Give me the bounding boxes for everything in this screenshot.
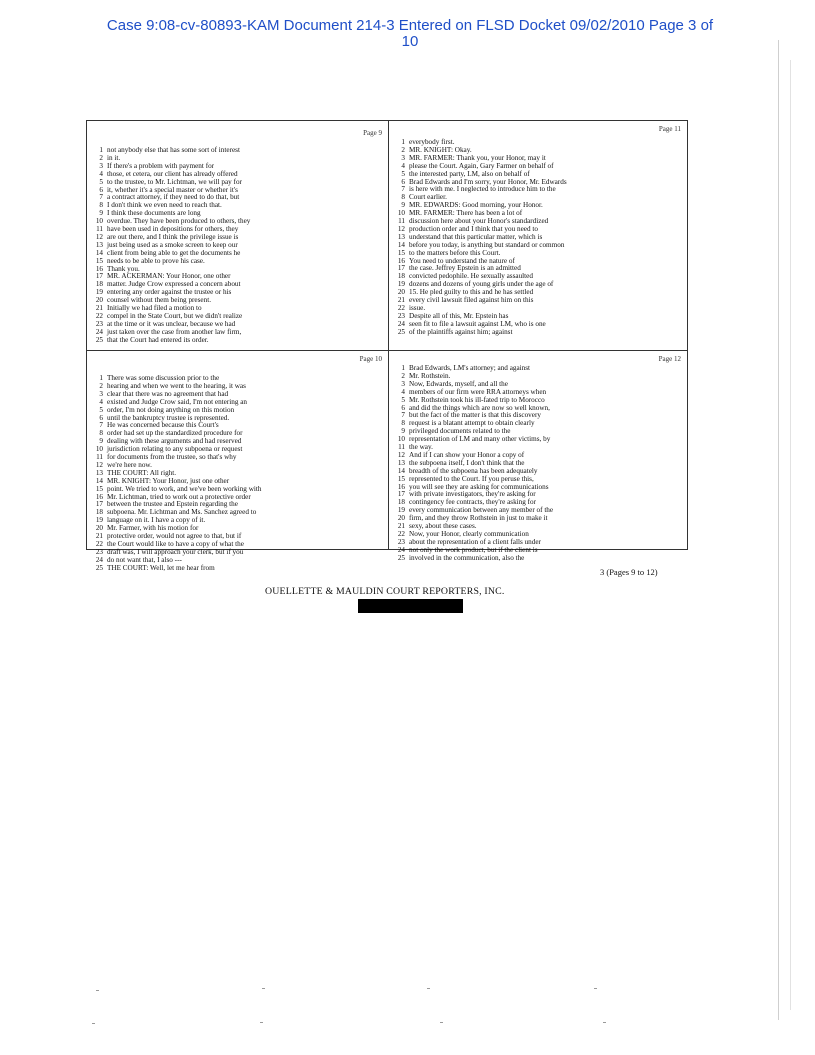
transcript-line: everybody first. — [409, 138, 455, 146]
docket-header-line2: 10 — [401, 33, 419, 50]
transcript-line: representation of LM and many other victims, by — [409, 435, 551, 444]
transcript-line: discussion here about your Honor's standardized — [409, 217, 549, 225]
line-number: 16 — [95, 492, 103, 501]
line-number: 23 — [95, 547, 103, 556]
line-number: 17 — [397, 490, 405, 499]
redaction-block — [358, 599, 463, 613]
line-number: 6 — [401, 177, 405, 186]
line-number: 22 — [397, 303, 405, 312]
transcript-line: firm, and they throw Rothstein in just to make it — [409, 514, 548, 523]
transcript-line: in it. — [107, 153, 121, 162]
transcript-line: you will see they are asking for communications — [409, 482, 549, 491]
transcript-line: the subpoena itself, I don't think that the — [409, 458, 525, 467]
transcript-line: You need to understand the nature of — [409, 256, 515, 265]
transcript-line: the interested party, LM, also on behalf of — [409, 169, 530, 178]
transcript-line: please the Court. Again, Gary Farmer on behalf of — [409, 161, 554, 170]
transcript-line: dozens and dozens of young girls under the age of — [409, 280, 554, 289]
transcript-line: do not want that, I also --- — [107, 555, 182, 564]
transcript-line: hearing and when we went to the hearing, it was — [107, 381, 246, 390]
transcript-line: members of our firm were RRA attorneys when — [409, 387, 547, 396]
line-number: 9 — [401, 427, 405, 436]
line-number: 19 — [95, 288, 103, 297]
transcript-line: is here with me. I neglected to introduce him to the — [409, 185, 556, 194]
line-number: 20 — [95, 524, 103, 533]
line-number: 17 — [95, 272, 103, 281]
transcript-line: He was concerned because this Court's — [107, 421, 219, 430]
transcript-line: about the representation of a client falls under — [409, 537, 541, 546]
transcript-line: but the fact of the matter is that this discovery — [409, 411, 541, 420]
transcript-line: to the matters before this Court. — [409, 248, 501, 257]
transcript-line: language on it. I have a copy of it. — [107, 516, 206, 525]
transcript-line: involved in the communication, also the — [409, 553, 525, 562]
transcript-line: convicted pedophile. He sexually assaulted — [409, 272, 533, 281]
line-number: 25 — [397, 553, 405, 562]
transcript-page-11 — [389, 121, 687, 350]
transcript-line: If there's a problem with payment for — [107, 161, 215, 170]
transcript-line: MR. FARMER: Thank you, your Honor, may it — [409, 153, 546, 162]
transcript-line: it, whether it's a special master or whether it's — [107, 185, 238, 194]
line-number: 24 — [95, 327, 103, 336]
line-number: 5 — [99, 177, 103, 186]
line-number: 15 — [95, 256, 103, 265]
line-number: 7 — [99, 193, 103, 202]
transcript-line: the case. Jeffrey Epstein is an admitted — [409, 264, 521, 273]
line-number: 2 — [99, 381, 103, 390]
line-number: 18 — [95, 280, 103, 289]
transcript-line: protective order, would not agree to that, but if — [107, 532, 242, 540]
transcript-line: every civil lawsuit filed against him on this — [409, 296, 534, 304]
scan-speck — [92, 1023, 95, 1024]
transcript-line: understand that this particular matter, which is — [409, 232, 543, 241]
line-number: 21 — [397, 522, 405, 530]
line-number: 18 — [95, 508, 103, 517]
transcript-line: Initially we had filed a motion to — [107, 304, 202, 312]
docket-header-line1: Case 9:08-cv-80893-KAM Document 214-3 Entered on FLSD Docket 09/02/2010 Page 3 of — [106, 17, 714, 34]
transcript-line: There was some discussion prior to the — [107, 374, 220, 382]
line-number: 17 — [397, 264, 405, 273]
transcript-line: production order and I think that you need to — [409, 224, 538, 233]
line-number: 11 — [398, 217, 405, 225]
transcript-line: Now, Edwards, myself, and all the — [409, 379, 508, 388]
transcript-line: MR. KNIGHT: Your Honor, just one other — [107, 476, 230, 485]
transcript-line: I think these documents are long — [107, 209, 201, 218]
line-number: 1 — [401, 364, 405, 372]
transcript-line: before you today, is anything but standard or common — [409, 240, 565, 249]
transcript-line: MR. ACKERMAN: Your Honor, one other — [107, 272, 231, 281]
transcript-line: overdue. They have been produced to others, they — [107, 217, 251, 226]
line-number: 23 — [397, 537, 405, 546]
transcript-line: request is a blatant attempt to obtain clearly — [409, 419, 535, 428]
transcript-line: for documents from the trustee, so that's why — [107, 453, 237, 461]
transcript-line: of the plaintiffs against him; against — [409, 327, 513, 336]
line-number: 9 — [401, 201, 405, 210]
transcript-line: seen fit to file a lawsuit against LM, who is one — [409, 319, 546, 328]
line-number: 14 — [95, 476, 103, 485]
transcript-line: Mr. Lichtman, tried to work out a protective order — [107, 492, 251, 501]
line-number: 9 — [99, 209, 103, 218]
line-number: 4 — [401, 161, 405, 170]
scan-speck — [603, 1022, 606, 1023]
line-number: 1 — [99, 374, 103, 382]
transcript-line: we're here now. — [107, 460, 152, 469]
transcript-line: compel in the State Court, but we didn't realize — [107, 311, 243, 320]
line-number: 20 — [95, 296, 103, 305]
line-number: 9 — [99, 437, 103, 446]
line-number: 21 — [397, 296, 405, 304]
page-number: Page 11 — [658, 125, 681, 133]
transcript-line: Court earlier. — [409, 193, 447, 202]
scan-speck — [260, 1022, 263, 1023]
line-number: 15 — [397, 248, 405, 257]
line-number: 10 — [397, 435, 405, 444]
line-number: 5 — [99, 405, 103, 414]
transcript-line: just being used as a smoke screen to keep our — [107, 240, 238, 249]
line-number: 8 — [99, 201, 103, 210]
line-number: 8 — [401, 193, 405, 202]
line-number: 23 — [95, 319, 103, 328]
transcript-line: are out there, and I think the privilege issue is — [107, 232, 239, 241]
line-number: 20 — [397, 514, 405, 523]
transcript-line: every communication between any member of the — [409, 506, 554, 515]
transcript-line: Mr. Rothstein took his ill-fated trip to Morocco — [409, 395, 545, 404]
line-number: 1 — [99, 146, 103, 154]
transcript-line: order, I'm not doing anything on this motion — [107, 405, 235, 414]
page-number: Page 9 — [363, 129, 382, 137]
line-number: 3 — [401, 379, 405, 388]
transcript-line: MR. EDWARDS: Good morning, your Honor. — [409, 201, 543, 210]
line-number: 11 — [96, 453, 103, 461]
line-number: 24 — [397, 545, 405, 554]
transcript-line: matter. Judge Crow expressed a concern about — [107, 280, 241, 289]
court-reporter-name: OUELLETTE & MAULDIN COURT REPORTERS, INC. — [265, 586, 505, 597]
transcript-line: represented to the Court. If you peruse this, — [409, 474, 534, 483]
line-number: 22 — [95, 311, 103, 320]
transcript-line: draft was, I will approach your clerk, but if you — [107, 547, 244, 556]
line-number: 3 — [99, 389, 103, 398]
transcript-line: order had set up the standardized procedure for — [107, 429, 243, 438]
scan-speck — [262, 988, 265, 989]
transcript-line: issue. — [409, 303, 426, 312]
transcript-line: existed and Judge Crow said, I'm not entering an — [107, 397, 248, 406]
line-number: 6 — [99, 185, 103, 194]
transcript-line: Thank you. — [107, 264, 140, 273]
line-number: 21 — [95, 304, 103, 312]
line-number: 4 — [401, 387, 405, 396]
line-number: 12 — [397, 224, 405, 233]
transcript-line: MR. KNIGHT: Okay. — [409, 145, 472, 154]
transcript-line: I don't think we even need to reach that. — [107, 201, 222, 210]
transcript-line: breadth of the subpoena has been adequately — [409, 466, 538, 475]
transcript-line: THE COURT: Well, let me hear from — [107, 563, 215, 572]
transcript-line: those, et cetera, our client has already offered — [107, 169, 238, 178]
line-number: 13 — [397, 458, 405, 467]
transcript-line: and did the things which are now so well known, — [409, 403, 550, 412]
transcript-line: between the trustee and Epstein regarding the — [107, 500, 238, 509]
transcript-line: with private investigators, they're asking for — [409, 490, 536, 499]
transcript-line: Despite all of this, Mr. Epstein has — [409, 311, 509, 320]
line-number: 5 — [401, 395, 405, 404]
line-number: 16 — [397, 482, 405, 491]
line-number: 24 — [95, 555, 103, 564]
line-number: 7 — [401, 411, 405, 420]
line-number: 17 — [95, 500, 103, 509]
line-number: 7 — [99, 421, 103, 430]
line-number: 7 — [401, 185, 405, 194]
transcript-line: client from being able to get the documents he — [107, 248, 241, 257]
line-number: 18 — [397, 498, 405, 507]
transcript-line: sexy, about these cases. — [409, 522, 477, 530]
line-number: 22 — [95, 539, 103, 548]
line-number: 18 — [397, 272, 405, 281]
line-number: 23 — [397, 311, 405, 320]
transcript-line: counsel without them being present. — [107, 296, 211, 305]
footer-page-range: 3 (Pages 9 to 12) — [600, 567, 658, 577]
line-number: 2 — [401, 145, 405, 154]
line-number: 10 — [95, 217, 103, 226]
line-number: 6 — [99, 413, 103, 422]
transcript-line: subpoena. Mr. Lichtman and Ms. Sanchez agreed to — [107, 508, 257, 517]
line-number: 10 — [397, 209, 405, 218]
transcript-line: not anybody else that has some sort of interest — [107, 146, 240, 154]
transcript-line: Brad Edwards, LM's attorney; and against — [409, 364, 531, 372]
line-number: 15 — [397, 474, 405, 483]
line-number: 8 — [99, 429, 103, 438]
transcript-page-10 — [87, 351, 388, 572]
scan-speck — [96, 990, 99, 991]
scan-speck — [427, 988, 430, 989]
page-number: Page 12 — [658, 355, 681, 363]
line-number: 14 — [397, 240, 405, 249]
line-number: 20 — [397, 288, 405, 297]
line-number: 16 — [397, 256, 405, 265]
line-number: 13 — [95, 468, 103, 477]
transcript-line: THE COURT: All right. — [107, 468, 177, 477]
transcript-line: Brad Edwards and I'm sorry, your Honor, Mr. Edwards — [409, 177, 567, 186]
transcript-line: privileged documents related to the — [409, 427, 511, 436]
transcript-line: 15. He pled guilty to this and he has settled — [409, 288, 534, 297]
line-number: 6 — [401, 403, 405, 412]
transcript-line: just taken over the case from another law firm, — [107, 327, 242, 336]
line-number: 1 — [401, 138, 405, 146]
transcript-line: have been used in depositions for others, they — [107, 225, 239, 233]
line-number: 11 — [96, 225, 103, 233]
scan-edge-line — [778, 40, 779, 1020]
line-number: 19 — [95, 516, 103, 525]
transcript-line: And if I can show your Honor a copy of — [409, 450, 525, 459]
transcript-line: Now, your Honor, clearly communication — [409, 529, 529, 538]
line-number: 25 — [95, 335, 103, 344]
line-number: 13 — [95, 240, 103, 249]
line-number: 5 — [401, 169, 405, 178]
scan-edge-line — [790, 60, 791, 1010]
transcript-line: point. We tried to work, and we've been working with — [107, 484, 262, 493]
line-number: 11 — [398, 443, 405, 451]
line-number: 12 — [397, 450, 405, 459]
transcript-line: not only the work product, but if the client is — [409, 545, 538, 554]
line-number: 4 — [99, 397, 103, 406]
transcript-line: until the bankruptcy trustee is represented. — [107, 413, 230, 422]
docket-header — [40, 18, 780, 50]
scan-speck — [594, 988, 597, 989]
line-number: 2 — [401, 371, 405, 380]
line-number: 24 — [397, 319, 405, 328]
line-number: 8 — [401, 419, 405, 428]
transcript-line: Mr. Rothstein. — [409, 371, 451, 380]
line-number: 14 — [95, 248, 103, 257]
transcript-line: the way. — [409, 443, 433, 451]
transcript-line: Mr. Farmer, with his motion for — [107, 524, 199, 533]
line-number: 21 — [95, 532, 103, 540]
page-number: Page 10 — [359, 355, 382, 363]
transcript-line: the Court would like to have a copy of what the — [107, 539, 244, 548]
transcript-line: needs to be able to prove his case. — [107, 256, 205, 265]
line-number: 19 — [397, 506, 405, 515]
scan-speck — [440, 1022, 443, 1023]
transcript-line: to the trustee, to Mr. Lichtman, we will pay for — [107, 177, 242, 186]
transcript-line: contingency fee contracts, they're asking for — [409, 498, 537, 507]
line-number: 4 — [99, 169, 103, 178]
transcript-line: clear that there was no agreement that had — [107, 389, 229, 398]
transcript-page-12 — [389, 351, 687, 562]
line-number: 19 — [397, 280, 405, 289]
line-number: 22 — [397, 529, 405, 538]
line-number: 25 — [95, 563, 103, 572]
line-number: 2 — [99, 153, 103, 162]
transcript-line: entering any order against the trustee or his — [107, 288, 232, 297]
transcript-line: a contract attorney, if they need to do that, but — [107, 193, 240, 202]
line-number: 3 — [99, 161, 103, 170]
line-number: 14 — [397, 466, 405, 475]
transcript-line: MR. FARMER: There has been a lot of — [409, 209, 523, 218]
line-number: 25 — [397, 327, 405, 336]
line-number: 10 — [95, 445, 103, 454]
transcript-line: dealing with these arguments and had reserved — [107, 437, 242, 446]
transcript-line: jurisdiction relating to any subpoena or request — [107, 445, 243, 454]
line-number: 16 — [95, 264, 103, 273]
line-number: 12 — [95, 232, 103, 241]
line-number: 13 — [397, 232, 405, 241]
line-number: 3 — [401, 153, 405, 162]
line-number: 12 — [95, 460, 103, 469]
transcript-line: that the Court had entered its order. — [107, 335, 209, 344]
line-number: 15 — [95, 484, 103, 493]
transcript-line: at the time or it was unclear, because we had — [107, 319, 236, 328]
transcript-page-9 — [87, 121, 388, 350]
